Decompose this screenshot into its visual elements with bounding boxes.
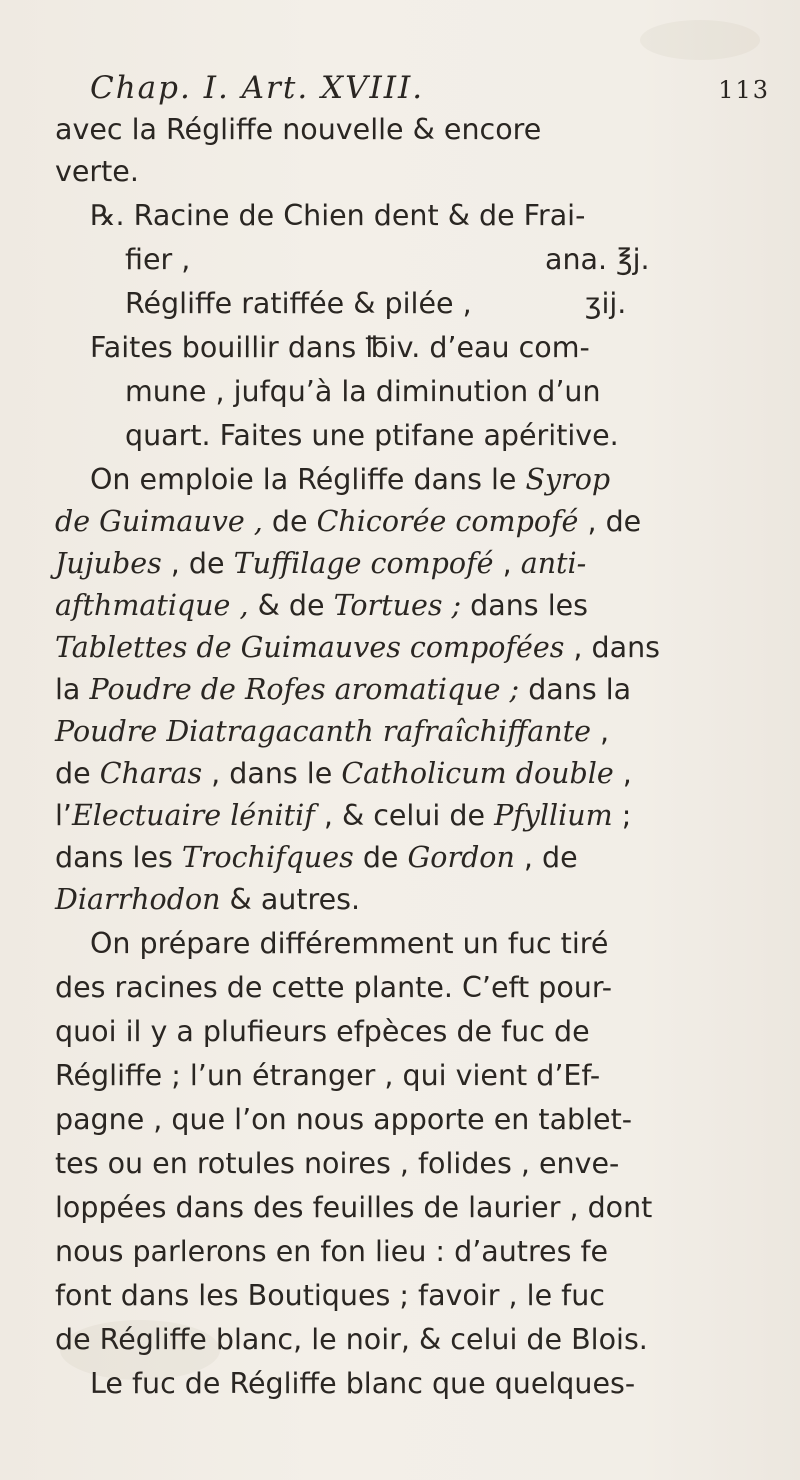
text-line: avec la Régliffe nouvelle & encore (55, 113, 542, 146)
italic-text: Charas (99, 757, 203, 790)
text-line: tes ou en rotules noires , folides , enve- (55, 1147, 620, 1180)
text-segment: dans les (461, 589, 588, 622)
text-line: Régliffe ; l’un étranger , qui vient d’Ef- (55, 1059, 601, 1092)
text-segment: & autres. (220, 883, 361, 916)
recipe-line (125, 282, 665, 326)
text-line: des racines de cette plante. C’eft pour- (55, 971, 613, 1004)
text-line (55, 500, 641, 544)
italic-text: Poudre de Rofes aromatique ; (89, 673, 520, 706)
ingredient-text: Racine de Chien dent & de Frai- (133, 199, 586, 232)
italic-text: Gordon (407, 841, 515, 874)
text-line: font dans les Boutiques ; favoir , le fuc (55, 1279, 605, 1312)
text-line: quart. Faites une ptifane apéritive. (125, 419, 619, 452)
text-segment: l’ (55, 799, 72, 832)
text-line (55, 584, 588, 628)
text-segment: , & celui de (314, 799, 495, 832)
text-line (90, 458, 610, 502)
italic-text: Chicorée compofé (316, 505, 579, 538)
ingredient-text: fier , (125, 243, 191, 276)
text-line: Faites bouillir dans ℔iv. d’eau com- (90, 331, 590, 364)
italic-text: Catholicum double (341, 757, 614, 790)
text-line: loppées dans des feuilles de laurier , dont (55, 1191, 653, 1224)
recipe-line (90, 194, 585, 238)
text-segment: , de (514, 841, 578, 874)
text-line (55, 752, 632, 796)
text-line (55, 794, 631, 838)
italic-text: Syrop (525, 463, 611, 496)
text-line (55, 878, 360, 922)
italic-text: Trochifques (181, 841, 354, 874)
text-segment: ; (612, 799, 632, 832)
italic-text: de Guimauve , (55, 505, 263, 538)
text-segment: , (493, 547, 521, 580)
italic-text: Tortues ; (333, 589, 462, 622)
text-line: mune , jufqu’à la diminution d’un (125, 375, 601, 408)
text-segment: On emploie la Régliffe dans le (90, 463, 526, 496)
text-line: nous parlerons en fon lieu : d’autres fe (55, 1235, 609, 1268)
italic-text: Poudre Diatragacanth rafraîchiffante (55, 715, 591, 748)
text-segment: , de (161, 547, 234, 580)
text-line (55, 626, 660, 670)
text-segment: dans les (55, 841, 182, 874)
text-segment: de (353, 841, 408, 874)
ingredient-quantity: ʒij. (585, 287, 627, 320)
text-segment: de (262, 505, 317, 538)
italic-text: Tablettes de Guimauves compofées (55, 631, 565, 664)
ingredient-quantity: ana. ℥j. (545, 243, 650, 276)
text-line: quoi il y a plufieurs efpèces de fuc de (55, 1015, 590, 1048)
text-line (55, 710, 609, 754)
text-segment: , (590, 715, 610, 748)
ingredient-text: Régliffe ratiffée & pilée , (125, 287, 472, 320)
text-line: verte. (55, 155, 139, 188)
paper-stain (640, 20, 760, 60)
text-segment: la (55, 673, 90, 706)
italic-text: Diarrhodon (55, 883, 221, 916)
page-number: 113 (718, 76, 770, 104)
text-segment: , (613, 757, 632, 790)
text-line: Le fuc de Régliffe blanc que quelques- (90, 1367, 636, 1400)
italic-text: Electuaire lénitif (71, 799, 315, 832)
text-segment: , dans le (202, 757, 342, 790)
italic-text: Tuffilage compofé (233, 547, 494, 580)
text-line: pagne , que l’on nous apporte en tablet- (55, 1103, 633, 1136)
text-line: de Régliffe blanc, le noir, & celui de Blois. (55, 1323, 648, 1356)
running-title: Chap. I. Art. XVIII. (90, 70, 425, 106)
text-segment: , dans (564, 631, 661, 664)
italic-text: Jujubes (55, 547, 162, 580)
italic-text: anti- (520, 547, 587, 580)
recipe-line (125, 238, 665, 282)
recipe-mark: ℞. (90, 199, 125, 232)
text-segment: dans la (519, 673, 632, 706)
italic-text: afthmatique , (55, 589, 249, 622)
text-segment: , de (578, 505, 642, 538)
text-line: On prépare différemment un fuc tiré (90, 927, 609, 960)
text-segment: & de (248, 589, 334, 622)
text-segment: de (55, 757, 100, 790)
text-line (55, 668, 631, 712)
text-line (55, 542, 586, 586)
italic-text: Pfyllium (494, 799, 613, 832)
text-line (55, 836, 578, 880)
